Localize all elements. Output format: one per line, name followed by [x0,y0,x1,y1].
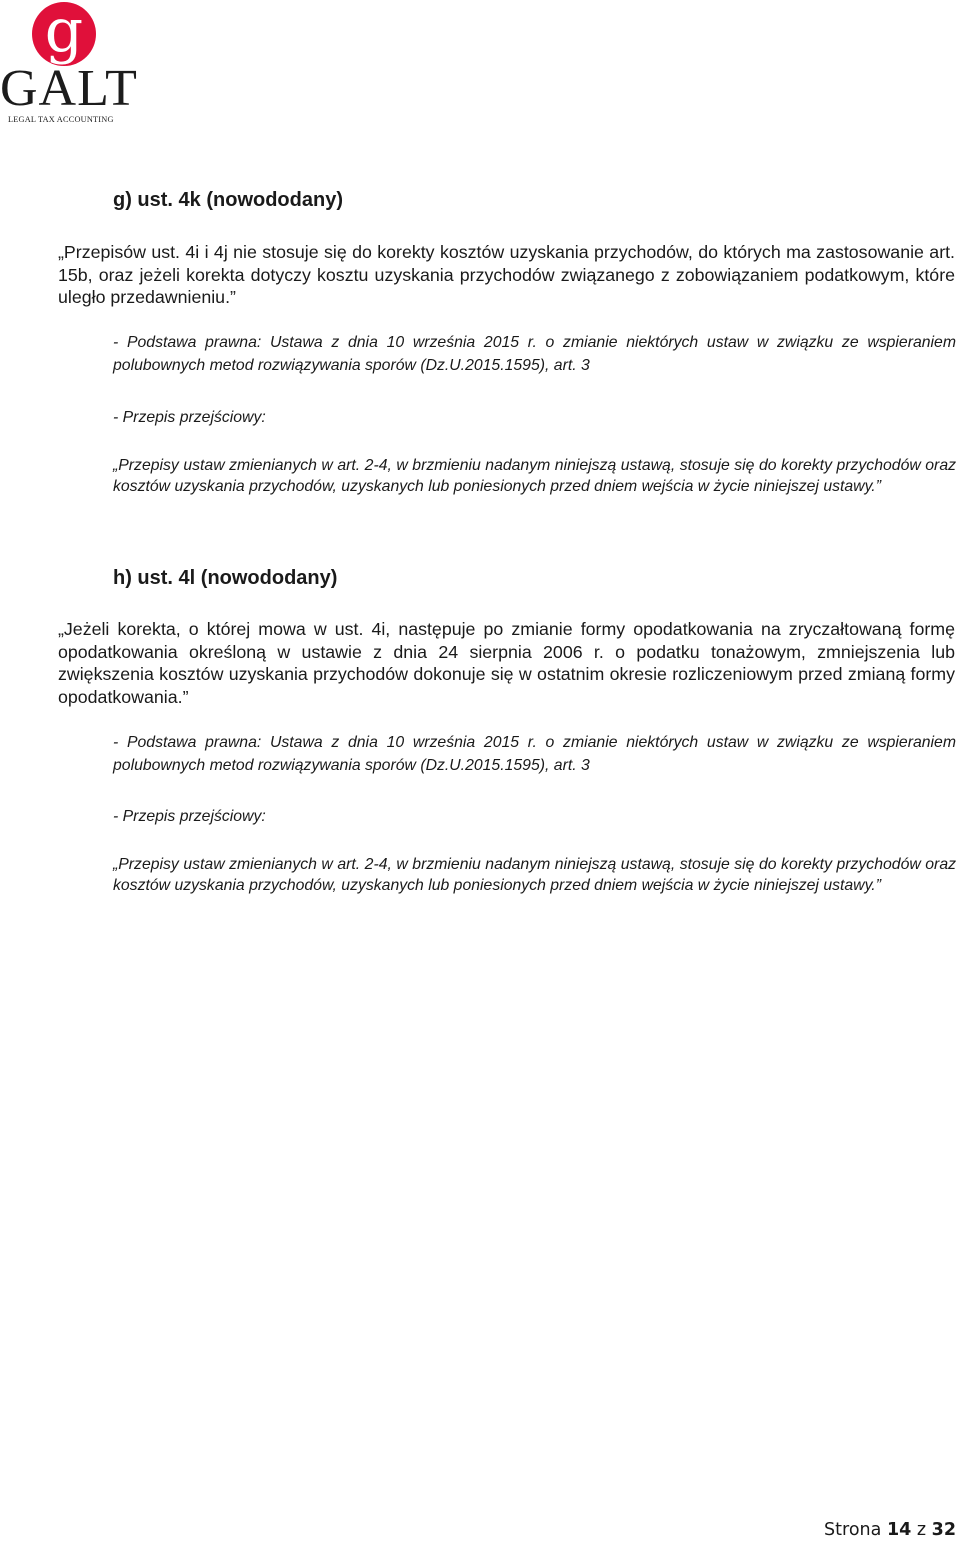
section-heading: g) ust. 4k (nowododany) [113,189,343,211]
section-heading: h) ust. 4l (nowododany) [113,567,338,589]
page-number [790,1518,956,1542]
logo-monogram: g [44,0,84,66]
transition-label: - Przepis przejściowy: [113,808,266,825]
transition-text: „Przepisy ustaw zmienianych w art. 2-4, w brzmieniu nadanym niniejszą ustawą, stosuje się do korekty przychodów oraz kosztów uzyskania przychodów, uzyskanych lub poniesionych przed dniem wejścia w życie niniejszej ustawy.” [113,856,956,894]
section-quote: „Jeżeli korekta, o której mowa w ust. 4i, następuje po zmianie formy opodatkowania na zryczałtowaną formę opodatkowania określoną w ustawie z dnia 24 sierpnia 2006 r. o podatku tonażowym, zmniejszenia lub zwiększenia kosztów uzyskania przychodów dokonuje się w ostatnim okresie rozliczeniowym przed zmianą formy opodatkowania.” [58,619,955,707]
section-quote: „Przepisów ust. 4i i 4j nie stosuje się do korekty kosztów uzyskania przychodów, do których ma zastosowanie art. 15b, oraz jeżeli korekta dotyczy kosztu uzyskania przychodów związanego z zobowiązaniem podatkowym, które uległo przedawnieniu.” [58,242,955,307]
legal-basis: - Podstawa prawna: Ustawa z dnia 10 września 2015 r. o zmianie niektórych ustaw w związku ze wspieraniem polubownych metod rozwiązywania sporów (Dz.U.2015.1595), art. 3 [113,734,956,774]
current-page: 14 [886,1520,912,1540]
legal-basis: - Podstawa prawna: Ustawa z dnia 10 września 2015 r. o zmianie niektórych ustaw w związku ze wspieraniem polubownych metod rozwiązywania sporów (Dz.U.2015.1595), art. 3 [113,334,956,374]
logo-tagline: LEGAL TAX ACCOUNTING [8,115,114,124]
page-prefix: Strona [824,1520,882,1540]
logo-wordmark: GALT [0,60,138,117]
total-pages: 32 [931,1520,956,1540]
page-separator: z [916,1520,927,1540]
company-logo [0,0,138,125]
transition-text: „Przepisy ustaw zmienianych w art. 2-4, w brzmieniu nadanym niniejszą ustawą, stosuje się do korekty przychodów oraz kosztów uzyskania przychodów, uzyskanych lub poniesionych przed dniem wejścia w życie niniejszej ustawy.” [113,457,956,495]
transition-label: - Przepis przejściowy: [113,409,266,426]
